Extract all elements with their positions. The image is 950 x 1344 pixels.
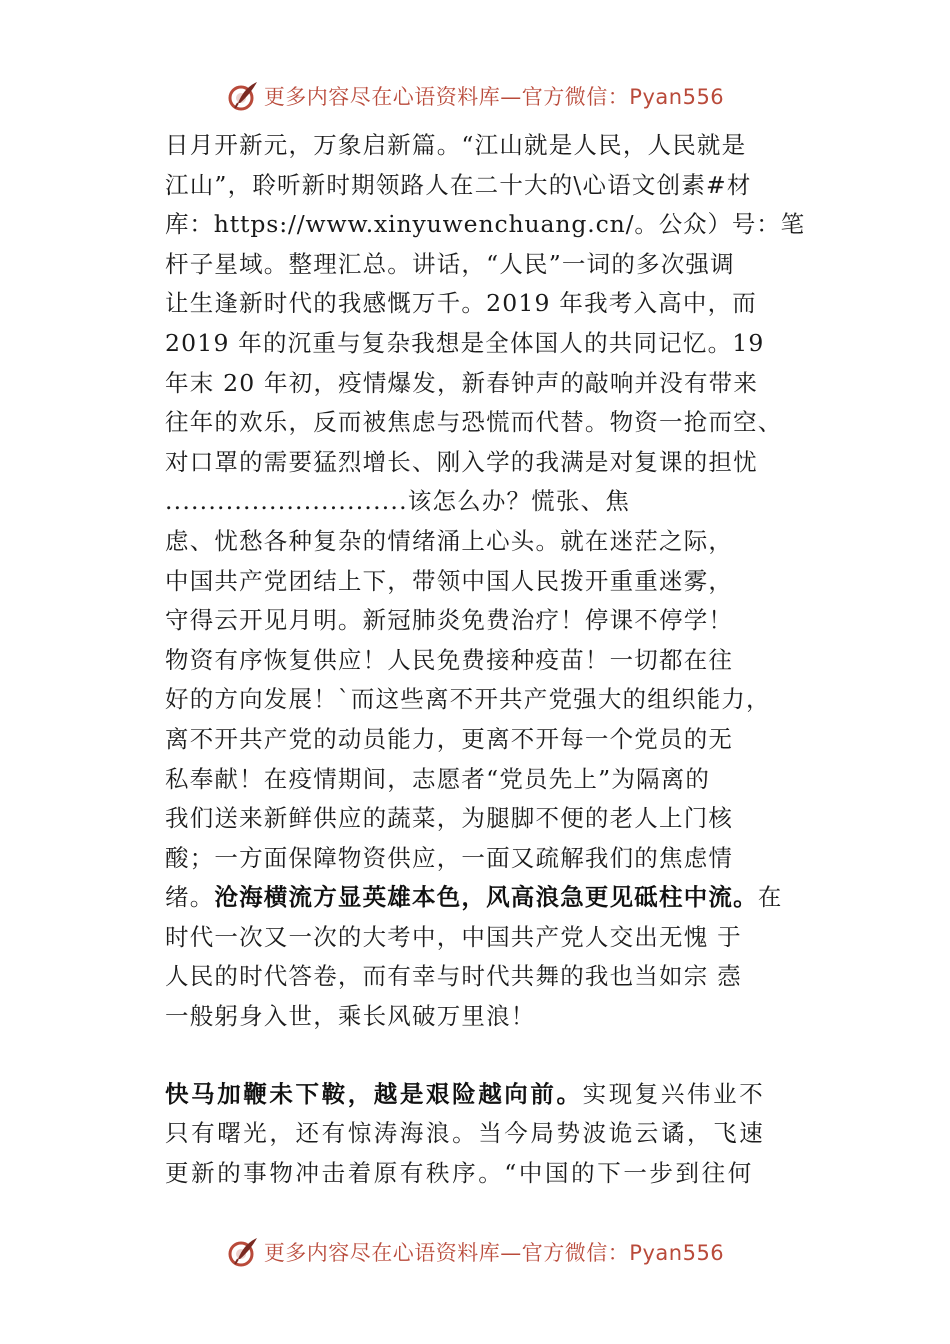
text-line: 守得云开见月明。新冠肺炎免费治疗！停课不停学！ <box>165 606 734 635</box>
text-line: 只有曙光，还有惊涛海浪。当今局势波诡云谲，飞速 <box>165 1119 766 1148</box>
text-line: 库：https://www.xinyuwenchuang.cn/。公众）号：笔 <box>165 210 805 239</box>
text-line <box>165 878 805 918</box>
header-banner-text: 更多内容尽在心语资料库—官方微信：Pyan556 <box>263 85 725 109</box>
text-line: 江山”，聆听新时期领路人在二十大的\心语文创素#材 <box>165 170 752 199</box>
text-line: 往年的欢乐，反而被焦虑与恐慌而代替。物资一抢而空、 <box>165 408 783 437</box>
text-line: 好的方向发展！`而这些离不开共产党强大的组织能力， <box>165 685 771 714</box>
text-line: 物资有序恢复供应！人民免费接种疫苗！一切都在往 <box>165 645 734 674</box>
footer-banner-text: 更多内容尽在心语资料库—官方微信：Pyan556 <box>263 1241 725 1265</box>
text-line: 2019 年的沉重与复杂我想是全体国人的共同记忆。19 <box>165 328 765 357</box>
text-line: 更新的事物冲击着原有秩序。“中国的下一步到往何 <box>165 1158 754 1187</box>
text-line: 中国共产党团结上下，带领中国人民拨开重重迷雾， <box>165 566 734 595</box>
bold-quote: 沧海横流方显英雄本色，风高浪急更见砥柱中流。 <box>214 883 758 912</box>
text-line: 日月开新元，万象启新篇。“江山就是人民，人民就是 <box>165 131 747 159</box>
text-line: 离不开共产党的动员能力，更离不开每一个党员的无 <box>165 724 734 753</box>
text-line: 酸；一方面保障物资供应，一面又疏解我们的焦虑情 <box>165 843 734 872</box>
text-line: 我们送来新鲜供应的蔬菜，为腿脚不便的老人上门核 <box>165 804 734 833</box>
text-line: 杆子星域。整理汇总。讲话，“人民”一词的多次强调 <box>165 249 735 278</box>
text-line: 让生逢新时代的我感慨万千。2019 年我考入高中，而 <box>165 289 757 318</box>
text-run: 实现复兴伟业不 <box>582 1079 766 1108</box>
text-line: 年末 20 年初，疫情爆发，新春钟声的敲响并没有带来 <box>165 368 759 397</box>
text-line: 对口罩的需要猛烈增长、刚入学的我满是对复课的担忧 <box>165 447 758 476</box>
text-line: 时代一次又一次的大考中，中国共产党人交出无愧 于 <box>165 922 742 951</box>
bold-quote: 快马加鞭未下鞍，越是艰险越向前。 <box>165 1079 583 1108</box>
text-line: 虑、忧愁各种复杂的情绪涌上心头。就在迷茫之际， <box>165 526 734 555</box>
quill-pen-logo-icon <box>226 79 260 113</box>
text-run: 绪。 <box>165 883 215 912</box>
footer-banner <box>0 1230 950 1274</box>
header-banner <box>0 74 950 118</box>
paragraph-1 <box>165 126 805 1037</box>
document-body <box>165 126 805 1193</box>
quill-pen-logo-icon <box>226 1235 260 1269</box>
text-line: 人民的时代答卷，而有幸与时代共舞的我也当如宗 悫 <box>165 962 742 991</box>
text-line: 私奉献！在疫情期间，志愿者“党员先上”为隔离的 <box>165 764 711 793</box>
text-run: 在 <box>757 883 783 912</box>
text-line: 一般躬身入世，乘长风破万里浪！ <box>165 1002 536 1031</box>
paragraph-2 <box>165 1075 805 1194</box>
text-line: ............................该怎么办？慌张、焦 <box>165 487 631 516</box>
paragraph-gap <box>165 1037 805 1075</box>
text-line <box>165 1075 805 1115</box>
